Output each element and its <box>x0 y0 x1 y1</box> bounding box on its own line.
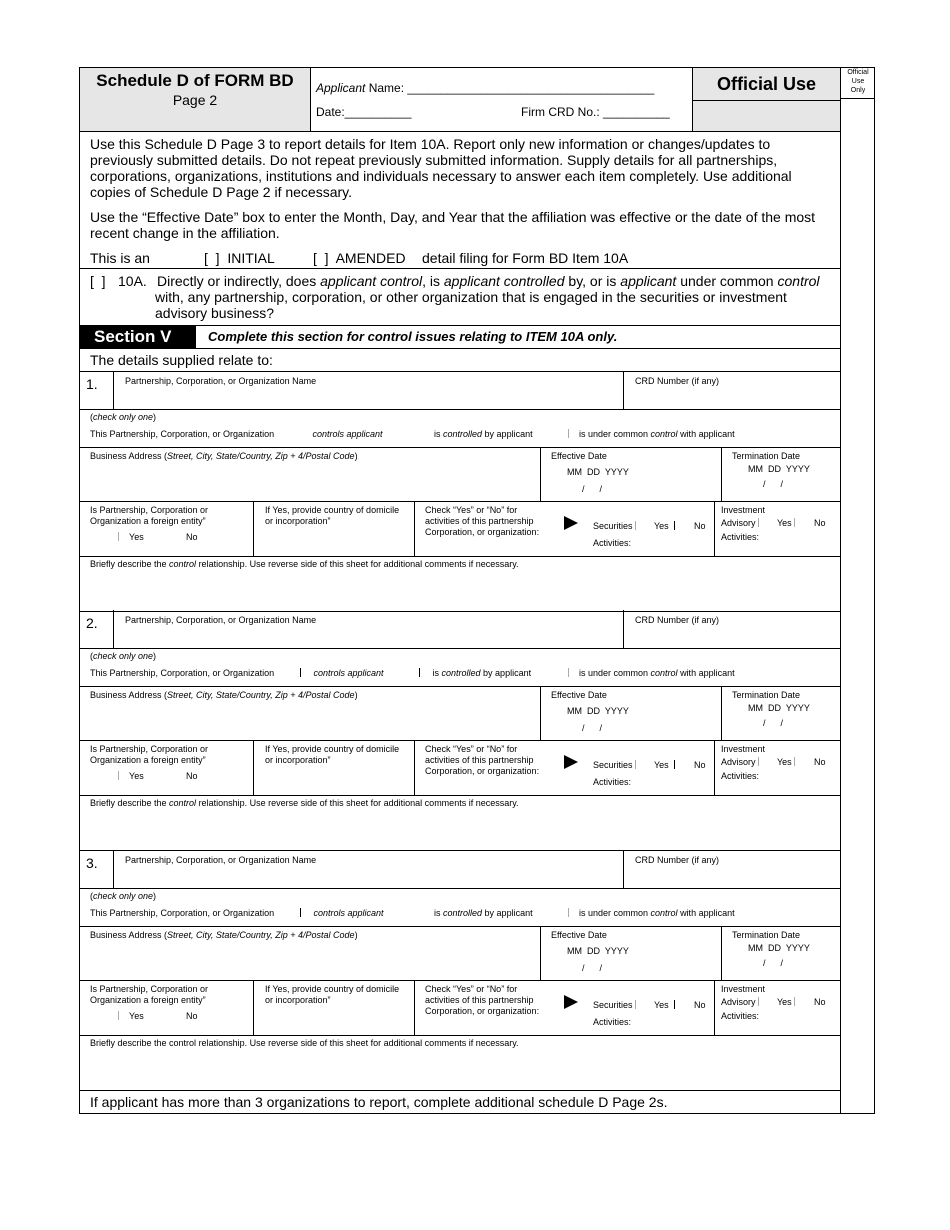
termination-date-input[interactable]: / / <box>763 958 784 968</box>
activities-divider <box>714 501 715 556</box>
termination-date-input[interactable]: / / <box>763 479 784 489</box>
foreign-no-option[interactable]: No <box>186 532 198 542</box>
crd-number-field[interactable]: CRD Number (if any) <box>635 376 720 386</box>
foreign-divider <box>253 740 254 795</box>
this-org-label: This Partnership, Corporation, or Organization <box>90 668 275 678</box>
common-control-option[interactable]: is under common control with applicant <box>568 668 735 679</box>
country-domicile-field[interactable]: If Yes, provide country of domicile or incorporation” <box>265 984 400 1005</box>
controlled-by-applicant-option[interactable]: is controlled by applicant <box>434 908 533 918</box>
advisory-activities-label: Activities: <box>721 771 760 781</box>
termination-date-format: MM DD YYYY <box>748 464 810 474</box>
securities-yes-option[interactable]: Yes <box>654 760 675 771</box>
row-line <box>79 850 841 851</box>
official-use-title: Official Use <box>716 74 817 94</box>
securities-no-option[interactable]: No <box>694 760 706 770</box>
entry-number-divider <box>113 371 114 409</box>
section-v-description: Complete this section for control issues relating to ITEM 10A only. <box>208 329 618 344</box>
advisory-label: Advisory <box>721 757 759 768</box>
advisory-no-option[interactable]: No <box>814 997 826 1007</box>
crd-divider <box>623 371 624 409</box>
termination-date-format: MM DD YYYY <box>748 703 810 713</box>
effective-date-format: MM DD YYYY <box>567 706 629 716</box>
row-line <box>79 611 841 612</box>
firm-crd-field[interactable]: Firm CRD No.: __________ <box>521 105 670 119</box>
row-line <box>79 1090 841 1091</box>
check-only-one-note: (check only one) <box>90 891 157 901</box>
advisory-yes-option[interactable]: Yes <box>777 997 795 1008</box>
advisory-yes-option[interactable]: Yes <box>777 518 795 529</box>
check-activities-instruction: Check “Yes” or “No” for activities of this partnership Corporation, or organization: <box>425 744 540 776</box>
securities-label: Securities <box>593 1000 636 1011</box>
country-divider <box>414 501 415 556</box>
describe-relationship-field[interactable]: Briefly describe the control relationship. Use reverse side of this sheet for additional comments if necessary. <box>90 559 519 569</box>
effective-date-label: Effective Date <box>551 690 607 700</box>
page-label: Page 2 <box>172 92 218 108</box>
controls-applicant-option[interactable]: controls applicant <box>312 429 383 439</box>
securities-no-option[interactable]: No <box>694 1000 706 1010</box>
details-relate-label: The details supplied relate to: <box>90 352 273 368</box>
common-control-option[interactable]: is under common control with applicant <box>568 908 735 919</box>
section-v-label: Section V <box>80 326 196 348</box>
effective-date-format: MM DD YYYY <box>567 946 629 956</box>
row-line <box>79 926 841 927</box>
country-domicile-field[interactable]: If Yes, provide country of domicile or incorporation” <box>265 744 400 765</box>
termination-date-label: Termination Date <box>732 451 801 461</box>
row-line <box>79 648 841 649</box>
instructions-paragraph-2: Use the “Effective Date” box to enter the Month, Day, and Year that the affiliation was effective or the date of the most recent change in the affiliation. <box>90 209 816 241</box>
entry-number-divider <box>113 610 114 648</box>
country-domicile-field[interactable]: If Yes, provide country of domicile or incorporation” <box>265 505 400 526</box>
arrow-right-icon <box>564 516 578 530</box>
org-name-field[interactable]: Partnership, Corporation, or Organization Name <box>125 855 317 865</box>
row-line <box>79 795 841 796</box>
entry-number-divider <box>113 850 114 888</box>
row-line <box>79 740 841 741</box>
advisory-no-option[interactable]: No <box>814 518 826 528</box>
effective-date-input[interactable]: / / <box>582 484 603 494</box>
crd-divider <box>623 850 624 888</box>
entry-number: 3. <box>86 855 98 871</box>
org-name-field[interactable]: Partnership, Corporation, or Organization Name <box>125 615 317 625</box>
header-bottom-line <box>79 131 841 132</box>
official-use-only-underline <box>840 98 875 99</box>
official-use-split <box>692 100 840 101</box>
amended-checkbox[interactable]: [ ] AMENDED <box>313 250 406 266</box>
business-address-field[interactable]: Business Address (Street, City, State/Country, Zip + 4/Postal Code) <box>90 930 358 940</box>
investment-label: Investment <box>721 984 766 994</box>
termination-date-input[interactable]: / / <box>763 718 784 728</box>
securities-yes-option[interactable]: Yes <box>654 521 675 532</box>
country-divider <box>414 740 415 795</box>
common-control-option[interactable]: is under common control with applicant <box>568 429 735 440</box>
termination-date-format: MM DD YYYY <box>748 943 810 953</box>
row-line <box>79 888 841 889</box>
investment-label: Investment <box>721 744 766 754</box>
activities-label: Activities: <box>593 538 632 548</box>
row-line <box>79 556 841 557</box>
row-line <box>79 1035 841 1036</box>
effective-date-format: MM DD YYYY <box>567 467 629 477</box>
official-use-only-label: Official Use Only <box>847 69 869 94</box>
country-divider <box>414 980 415 1035</box>
business-address-field[interactable]: Business Address (Street, City, State/Country, Zip + 4/Postal Code) <box>90 690 358 700</box>
advisory-no-option[interactable]: No <box>814 757 826 767</box>
activities-divider <box>714 740 715 795</box>
activities-label: Activities: <box>593 1017 632 1027</box>
check-activities-instruction: Check “Yes” or “No” for activities of this partnership Corporation, or organization: <box>425 984 540 1016</box>
foreign-yes-option[interactable]: Yes <box>118 1011 144 1022</box>
foreign-yes-option[interactable]: Yes <box>118 771 144 782</box>
advisory-label: Advisory <box>721 518 759 529</box>
this-is-an-label: This is an <box>90 250 150 266</box>
check-only-one-note: (check only one) <box>90 651 157 661</box>
form-title: Schedule D of FORM BD <box>96 71 294 90</box>
describe-relationship-field[interactable]: Briefly describe the control relationship. Use reverse side of this sheet for additional comments if necessary. <box>90 798 519 808</box>
crd-divider <box>623 610 624 648</box>
dates-divider <box>721 686 722 740</box>
arrow-right-icon <box>564 755 578 769</box>
crd-number-field[interactable]: CRD Number (if any) <box>635 855 720 865</box>
activities-divider <box>714 980 715 1035</box>
instructions-bottom-line <box>79 268 841 269</box>
advisory-activities-label: Activities: <box>721 532 760 542</box>
effective-date-input[interactable]: / / <box>582 963 603 973</box>
check-only-one-note: (check only one) <box>90 412 157 422</box>
header-divider-left <box>310 67 311 131</box>
controlled-by-applicant-option[interactable]: is controlled by applicant <box>434 429 533 439</box>
foreign-divider <box>253 980 254 1035</box>
securities-label: Securities <box>593 760 636 771</box>
crd-number-field[interactable]: CRD Number (if any) <box>635 615 720 625</box>
foreign-divider <box>253 501 254 556</box>
official-use-column-line <box>840 67 841 1114</box>
org-name-field[interactable]: Partnership, Corporation, or Organization Name <box>125 376 317 386</box>
effective-date-input[interactable]: / / <box>582 723 603 733</box>
advisory-label: Advisory <box>721 997 759 1008</box>
foreign-yes-option[interactable]: Yes <box>118 532 144 543</box>
address-divider <box>540 926 541 980</box>
dates-divider <box>721 447 722 501</box>
activities-label: Activities: <box>593 777 632 787</box>
advisory-activities-label: Activities: <box>721 1011 760 1021</box>
footer-note: If applicant has more than 3 organizations to report, complete additional schedule D Page 2s. <box>90 1094 668 1110</box>
section-v-bottom-line <box>79 348 841 349</box>
controls-applicant-option[interactable]: controls applicant <box>300 908 384 919</box>
describe-relationship-field[interactable]: Briefly describe the control relationship. Use reverse side of this sheet for additional comments if necessary. <box>90 1038 519 1048</box>
row-line <box>79 501 841 502</box>
termination-date-label: Termination Date <box>732 690 801 700</box>
termination-date-label: Termination Date <box>732 930 801 940</box>
detail-filing-label: detail filing for Form BD Item 10A <box>422 250 629 266</box>
entry-number: 2. <box>86 615 98 631</box>
details-relate-bottom-line <box>79 371 841 372</box>
foreign-entity-question: Is Partnership, Corporation or Organization a foreign entity” <box>90 505 209 526</box>
securities-label: Securities <box>593 521 636 532</box>
this-org-label: This Partnership, Corporation, or Organization <box>90 908 275 918</box>
initial-checkbox[interactable]: [ ] INITIAL <box>204 250 275 266</box>
effective-date-label: Effective Date <box>551 451 607 461</box>
controlled-by-applicant-option[interactable]: is controlled by applicant <box>419 668 531 679</box>
investment-label: Investment <box>721 505 766 515</box>
dates-divider <box>721 926 722 980</box>
item-10a-checkbox[interactable]: [ ] <box>90 273 106 289</box>
address-divider <box>540 447 541 501</box>
effective-date-label: Effective Date <box>551 930 607 940</box>
applicant-name-field[interactable]: Applicant Name: _____________________________________ <box>316 81 655 95</box>
securities-no-option[interactable]: No <box>694 521 706 531</box>
row-line <box>79 409 841 410</box>
item-10a-number: 10A. <box>118 273 147 289</box>
foreign-no-option[interactable]: No <box>186 1011 198 1021</box>
foreign-entity-question: Is Partnership, Corporation or Organization a foreign entity” <box>90 744 209 765</box>
check-activities-instruction: Check “Yes” or “No” for activities of this partnership Corporation, or organization: <box>425 505 540 537</box>
controls-applicant-option[interactable]: controls applicant <box>300 668 384 679</box>
this-org-label: This Partnership, Corporation, or Organization <box>90 429 275 439</box>
row-line <box>79 980 841 981</box>
row-line <box>79 686 841 687</box>
entry-number: 1. <box>86 376 98 392</box>
address-divider <box>540 686 541 740</box>
instructions-paragraph-1: Use this Schedule D Page 3 to report details for Item 10A. Report only new information or changes/updates to previously submitted details. Do not repeat previously submitted information. Supply details for all partnerships, corporations, organizations, institutions and individuals necessary to answer each item completely. Use additional copies of Schedule D Page 2 if necessary. <box>90 136 792 200</box>
item-10a-question: Directly or indirectly, does applicant control, is applicant controlled by, or is applicant under common control <box>157 273 820 289</box>
row-line <box>79 447 841 448</box>
arrow-right-icon <box>564 995 578 1009</box>
item-10a-question-line2: with, any partnership, corporation, or other organization that is engaged in the securities or investment <box>155 289 787 305</box>
advisory-yes-option[interactable]: Yes <box>777 757 795 768</box>
foreign-no-option[interactable]: No <box>186 771 198 781</box>
securities-yes-option[interactable]: Yes <box>654 1000 675 1011</box>
item-10a-question-line3: advisory business? <box>155 305 275 321</box>
date-field[interactable]: Date:__________ <box>316 105 412 119</box>
business-address-field[interactable]: Business Address (Street, City, State/Country, Zip + 4/Postal Code) <box>90 451 358 461</box>
foreign-entity-question: Is Partnership, Corporation or Organization a foreign entity” <box>90 984 209 1005</box>
